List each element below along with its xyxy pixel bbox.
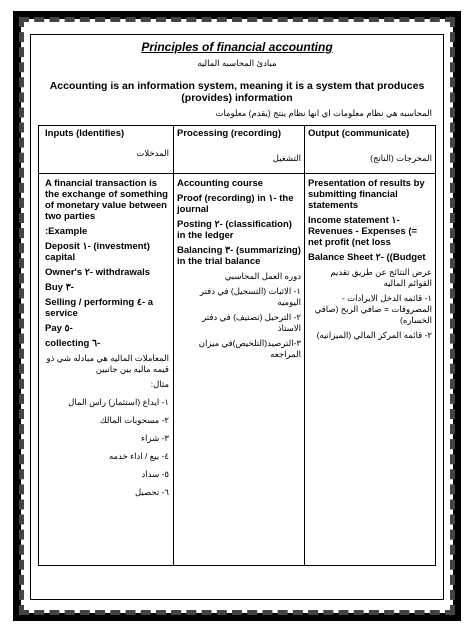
list-item-arabic: ٢- قائمه المركز المالي (الميزانيه) — [316, 330, 432, 340]
list-item: Pay ٥- — [45, 323, 73, 334]
processing-header-arabic: التشغيل — [272, 153, 301, 163]
processing-header: Processing (recording) — [177, 128, 281, 139]
list-item: Proof (recording) in ١- the journal — [177, 193, 294, 215]
list-item-arabic: ٣-الترصيد(التلخيص)في ميزان المراجعه — [198, 338, 301, 359]
list-item-arabic: ٢- الترحيل (تصنيف) في دفتر الاستاذ — [202, 312, 301, 333]
presentation-text-arabic: عرض النتائج عن طريق تقديم القوائم الماليه — [330, 267, 432, 288]
list-item: Balancing ٣- (summarizing) in the trial balance — [177, 245, 301, 267]
header-divider — [39, 173, 435, 174]
balance-sheet: Balance Sheet ٢- ((Budget — [308, 252, 426, 263]
list-item-arabic: ٥- سداد — [141, 469, 169, 479]
inputs-header: Inputs (Identifies) — [45, 128, 125, 139]
column-divider — [173, 126, 174, 565]
processing-column — [177, 178, 301, 364]
output-column — [308, 178, 432, 345]
transaction-definition: A financial transaction is the exchange of something of monetary value between two parties — [45, 178, 168, 222]
intro-text-arabic: المحاسبه هي نظام معلومات اي انها نظام ينتج (يقدم) معلومات — [215, 108, 432, 118]
accounting-table — [38, 125, 436, 566]
presentation-text: Presentation of results by submitting financial statements — [308, 178, 425, 211]
list-item-arabic: ٢- مسحوبات المالك — [99, 415, 169, 425]
list-item: Selling / performing ٤- a service — [45, 297, 154, 319]
list-item-arabic: ٦- تحصيل — [135, 487, 169, 497]
list-item: Deposit ١- (investment) capital — [45, 241, 150, 263]
list-item: collecting ٦- — [45, 338, 101, 349]
output-header: Output (communicate) — [308, 128, 410, 139]
page-title: Principles of financial accounting — [141, 40, 333, 54]
column-divider — [304, 126, 305, 565]
page-title-arabic: مبادئ المحاسبه الماليه — [197, 58, 277, 68]
example-label: :Example — [45, 226, 88, 237]
list-item: Owner's ٢- withdrawals — [45, 267, 151, 278]
income-statement: Income statement ١- Revenues - Expenses (= net profit (net loss — [308, 215, 418, 248]
list-item-arabic: ١- ايداع (استثمار) راس المال — [68, 397, 169, 407]
list-item-arabic: ٣- شراء — [141, 433, 169, 443]
list-item-arabic: ٤- بيع / اداء خدمه — [108, 451, 169, 461]
transaction-definition-arabic: المعاملات الماليه هي مبادله شي ذو قيمه ماليه بين جانبين — [46, 353, 169, 374]
list-item: Accounting course — [177, 178, 264, 189]
list-item-arabic: دوره العمل المحاسبي — [224, 271, 301, 281]
list-item: Buy ٣- — [45, 282, 74, 293]
inputs-column — [45, 178, 169, 505]
output-header-arabic: المخرجات (الناتج) — [370, 153, 432, 163]
list-item-arabic: ١- الاثبات (التسجيل) في دفتر اليوميه — [199, 286, 301, 307]
example-label-arabic: مثال: — [150, 379, 169, 389]
list-item-arabic: ١- قائمه الدخل الايرادات - المصروفات = صافي الربح (صافي الخساره) — [314, 293, 432, 325]
intro-text: Accounting is an information system, meaning it is a system that produces (provides) information — [49, 80, 425, 104]
list-item: Posting ٢- (classification) in the ledger — [177, 219, 292, 241]
inputs-header-arabic: المدخلات — [136, 148, 169, 158]
